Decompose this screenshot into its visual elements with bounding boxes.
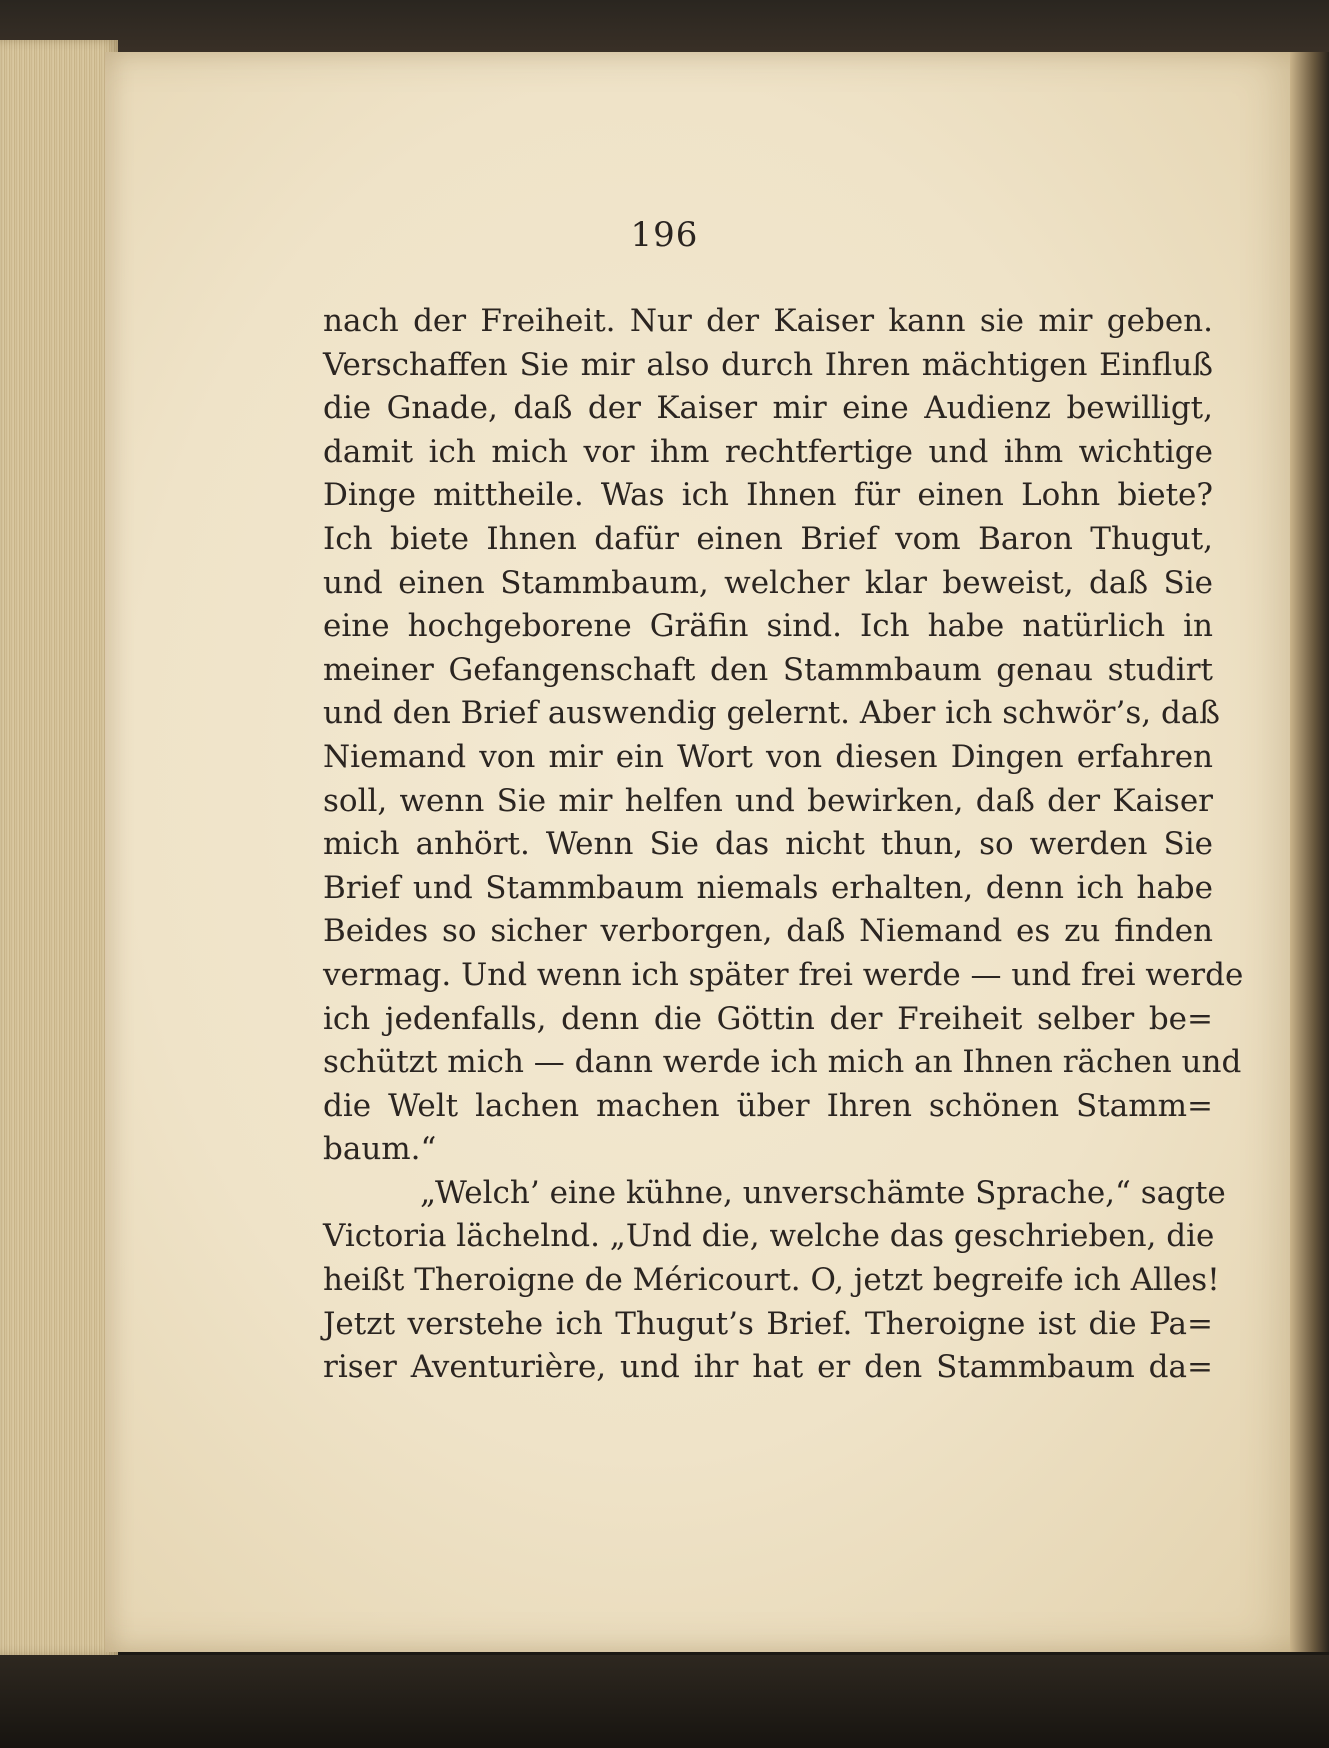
- text-line: vermag. Und wenn ich später frei werde — und frei werde: [323, 956, 1244, 993]
- text-line: heißt Theroigne de Méricourt. O, jetzt begreife ich Alles!: [323, 1262, 1220, 1299]
- text-line: damit ich mich vor ihm rechtfertige und ihm wichtige: [323, 433, 1213, 470]
- text-line: eine hochgeborene Gräfin sind. Ich habe natürlich in: [323, 608, 1213, 645]
- text-line: Dinge mittheile. Was ich Ihnen für einen Lohn biete?: [323, 477, 1213, 514]
- text-line: meiner Gefangenschaft den Stammbaum genau studirt: [323, 651, 1213, 688]
- text-line: die Welt lachen machen über Ihren schönen Stamm=: [323, 1087, 1213, 1124]
- text-line: die Gnade, daß der Kaiser mir eine Audienz bewilligt,: [323, 390, 1213, 427]
- text-line: riser Aventurière, und ihr hat er den Stammbaum da=: [323, 1349, 1213, 1386]
- text-line: baum.“: [323, 1131, 437, 1168]
- gutter-shadow: [1290, 52, 1329, 1652]
- text-line: und den Brief auswendig gelernt. Aber ich schwör’s, daß: [323, 695, 1220, 732]
- page-number: 196: [630, 215, 699, 255]
- text-line: und einen Stammbaum, welcher klar beweist, daß Sie: [323, 564, 1213, 601]
- text-line: „Welch’ eine kühne, unverschämte Sprache,“ sagte: [420, 1174, 1226, 1211]
- text-line: Brief und Stammbaum niemals erhalten, denn ich habe: [323, 869, 1213, 906]
- text-line: Ich biete Ihnen dafür einen Brief vom Baron Thugut,: [323, 520, 1213, 557]
- text-line: ich jedenfalls, denn die Göttin der Freiheit selber be=: [323, 1000, 1213, 1037]
- page-body-text: [323, 300, 1244, 1390]
- text-line: Victoria lächelnd. „Und die, welche das geschrieben, die: [323, 1218, 1215, 1255]
- text-line: Jetzt verstehe ich Thugut’s Brief. Theroigne ist die Pa=: [323, 1305, 1213, 1342]
- text-line: Beides so sicher verborgen, daß Niemand es zu finden: [323, 913, 1213, 950]
- book-cover-bottom: [0, 1655, 1329, 1748]
- text-line: Verschaffen Sie mir also durch Ihren mächtigen Einfluß: [323, 346, 1213, 383]
- text-line: Niemand von mir ein Wort von diesen Dingen erfahren: [323, 738, 1213, 775]
- text-line: nach der Freiheit. Nur der Kaiser kann sie mir geben.: [323, 303, 1213, 339]
- text-line: soll, wenn Sie mir helfen und bewirken, daß der Kaiser: [323, 782, 1213, 819]
- text-line: mich anhört. Wenn Sie das nicht thun, so werden Sie: [323, 826, 1213, 863]
- book-cover-top: [0, 0, 1329, 60]
- page-edges: [0, 40, 118, 1655]
- text-line: schützt mich — dann werde ich mich an Ihnen rächen und: [323, 1044, 1242, 1081]
